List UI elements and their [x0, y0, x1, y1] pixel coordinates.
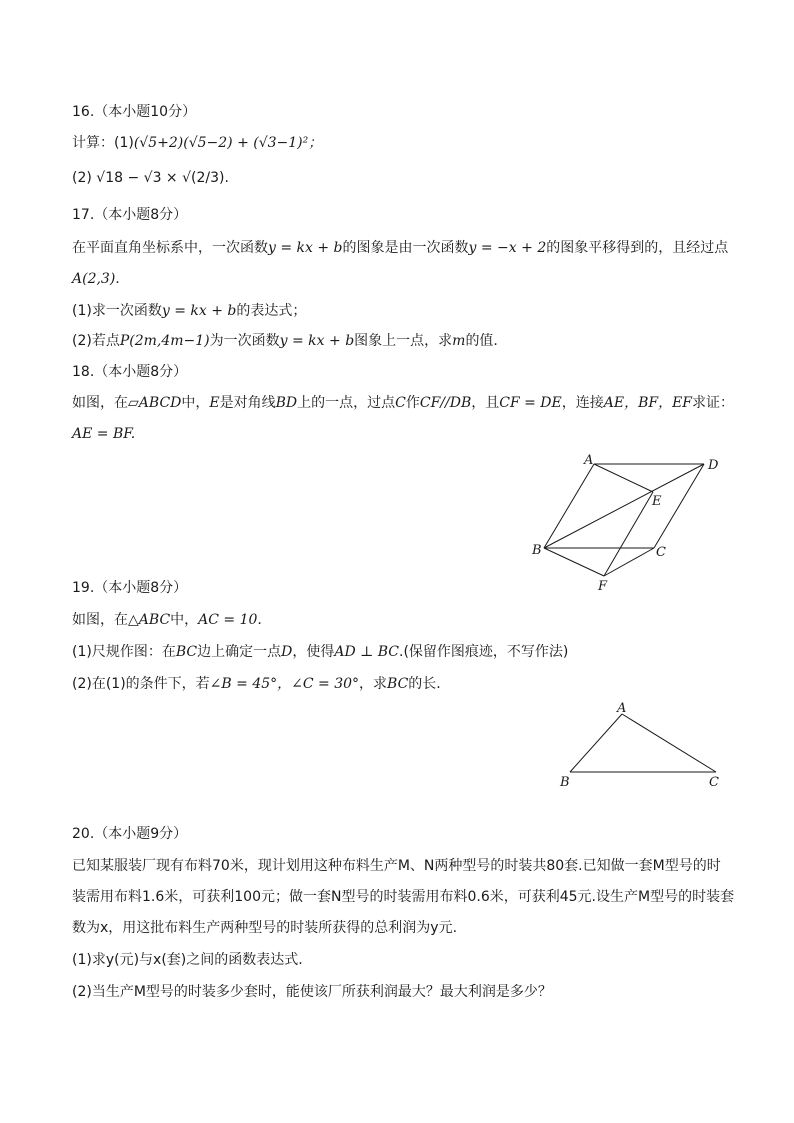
q19-part1-c: 边上确定一点	[197, 644, 282, 660]
segment-EF	[604, 492, 653, 576]
q18-text1-a: 如图，在▱	[72, 395, 139, 411]
q17-part2-b: P(2m,4m−1)	[119, 333, 210, 349]
label-C: C	[709, 775, 719, 790]
q18-text1-o: 求证：	[692, 395, 735, 411]
segment-AE	[594, 464, 653, 492]
label-A: A	[584, 453, 594, 468]
q19-part1	[72, 642, 568, 662]
q19-part2-c: ，求	[359, 676, 388, 692]
q18-text2	[72, 424, 135, 444]
q20-line3: 数为x，用这批布料生产两种型号的时装所获得的总利润为y元.	[72, 920, 458, 936]
q20-part1: (1)求y(元)与x(套)之间的函数表达式.	[72, 952, 303, 968]
q17-text1-e: 的图象平移得到的，且经过点	[546, 240, 729, 256]
q17-part2-g: 的值.	[465, 333, 498, 349]
q19-part1-d: D	[281, 644, 293, 660]
segment-AC	[622, 714, 716, 772]
label-B: B	[532, 543, 542, 558]
label-C: C	[656, 545, 666, 560]
q19-header: 19.（本小题8分）	[72, 580, 188, 596]
q18-text1-n: AE，BF，EF	[603, 395, 693, 411]
segment-BF	[544, 548, 604, 576]
label-D: D	[708, 458, 719, 473]
q17-part2-c: 为一次函数	[209, 333, 280, 349]
q19-part1-b: BC	[175, 644, 198, 660]
q17-text1-c: 的图象是由一次函数	[342, 240, 469, 256]
q18-text1	[72, 393, 734, 413]
q18-text1-e: 是对角线	[219, 395, 276, 411]
q18-text1-g: 上的一点，过点	[297, 395, 396, 411]
q19-text1	[72, 610, 262, 630]
q17-part2-f: m	[452, 333, 466, 349]
q18-text1-l: CF = DE	[499, 395, 562, 411]
label-E: E	[652, 494, 662, 509]
q17-part1	[72, 301, 306, 321]
q19-part2-a: (2)在(1)的条件下，若	[72, 676, 210, 692]
q17-text1-b: y = kx + b	[268, 240, 343, 256]
q16-part1-expr: (√5+2)(√5−2) + (√3−1)²；	[133, 135, 323, 151]
q18-text1-c: 中，	[181, 395, 210, 411]
q19-part1-f: AD ⊥ BC	[334, 644, 400, 660]
q17-part2-e: 图象上一点，求	[354, 333, 453, 349]
label-B: B	[560, 775, 570, 790]
q17-header: 17.（本小题8分）	[72, 207, 188, 223]
q18-text1-k: ，且	[471, 395, 500, 411]
q17-part2	[72, 331, 498, 351]
q16-part1	[72, 133, 322, 153]
q19-text1-d: AC = 10.	[198, 612, 262, 628]
q19-text1-a: 如图，在△	[72, 612, 139, 628]
q20-header: 20.（本小题9分）	[72, 826, 188, 842]
q18-text1-h: C	[395, 395, 406, 411]
q20-line1: 已知某服装厂现有布料70米，现计划用这种布料生产M、N两种型号的时装共80套.已知做一套M型号的时	[72, 858, 721, 874]
q18-text1-b: ABCD	[138, 395, 182, 411]
q19-part1-g: .(保留作图痕迹，不写作法)	[399, 644, 569, 660]
q19-part1-a: (1)尺规作图：在	[72, 644, 176, 660]
q17-text1-d: y = −x + 2	[468, 240, 547, 256]
q17-text2	[72, 269, 120, 289]
q16-part2: (2) √18 − √3 × √(2/3).	[72, 170, 229, 186]
q18-conclusion: AE = BF.	[72, 426, 136, 442]
q17-part1-c: 的表达式；	[236, 303, 307, 319]
q17-part1-a: (1)求一次函数	[72, 303, 162, 319]
q19-part2-e: 的长.	[408, 676, 441, 692]
segment-AB	[570, 714, 622, 772]
label-F: F	[598, 579, 608, 594]
q17-part2-a: (2)若点	[72, 333, 120, 349]
q18-parallelogram-figure	[520, 450, 730, 595]
q19-triangle-figure	[550, 700, 730, 795]
q20-line2: 装需用布料1.6米，可获利100元；做一套N型号的时装需用布料0.6米，可获利45元.设生产M型号的时装套	[72, 889, 735, 905]
q16-header: 16.（本小题10分）	[72, 104, 197, 120]
q19-part2	[72, 674, 441, 694]
q17-text1	[72, 238, 728, 258]
label-A: A	[617, 701, 627, 716]
q17-text2-point: A(2,3).	[72, 271, 120, 287]
q18-text1-i: 作	[405, 395, 420, 411]
q19-text1-c: 中，	[170, 612, 199, 628]
segment-CF	[604, 548, 654, 576]
q18-text1-f: BD	[275, 395, 298, 411]
q19-text1-b: ABC	[138, 612, 171, 628]
q18-text1-m: ，连接	[561, 395, 604, 411]
q19-part2-b: ∠B = 45°，∠C = 30°	[209, 676, 360, 692]
q19-part2-d: BC	[387, 676, 409, 692]
q20-part2: (2)当生产M型号的时装多少套时，能使该厂所获利润最大？最大利润是多少？	[72, 984, 552, 1000]
q17-part1-b: y = kx + b	[161, 303, 237, 319]
q19-part1-e: ，使得	[292, 644, 335, 660]
q17-text1-a: 在平面直角坐标系中，一次函数	[72, 240, 268, 256]
q18-text1-d: E	[209, 395, 220, 411]
segment-BD	[544, 464, 704, 548]
q16-part1-prefix: 计算：(1)	[72, 135, 134, 151]
q18-header: 18.（本小题8分）	[72, 364, 188, 380]
q17-part2-d: y = kx + b	[279, 333, 355, 349]
q18-text1-j: CF//DB	[419, 395, 472, 411]
